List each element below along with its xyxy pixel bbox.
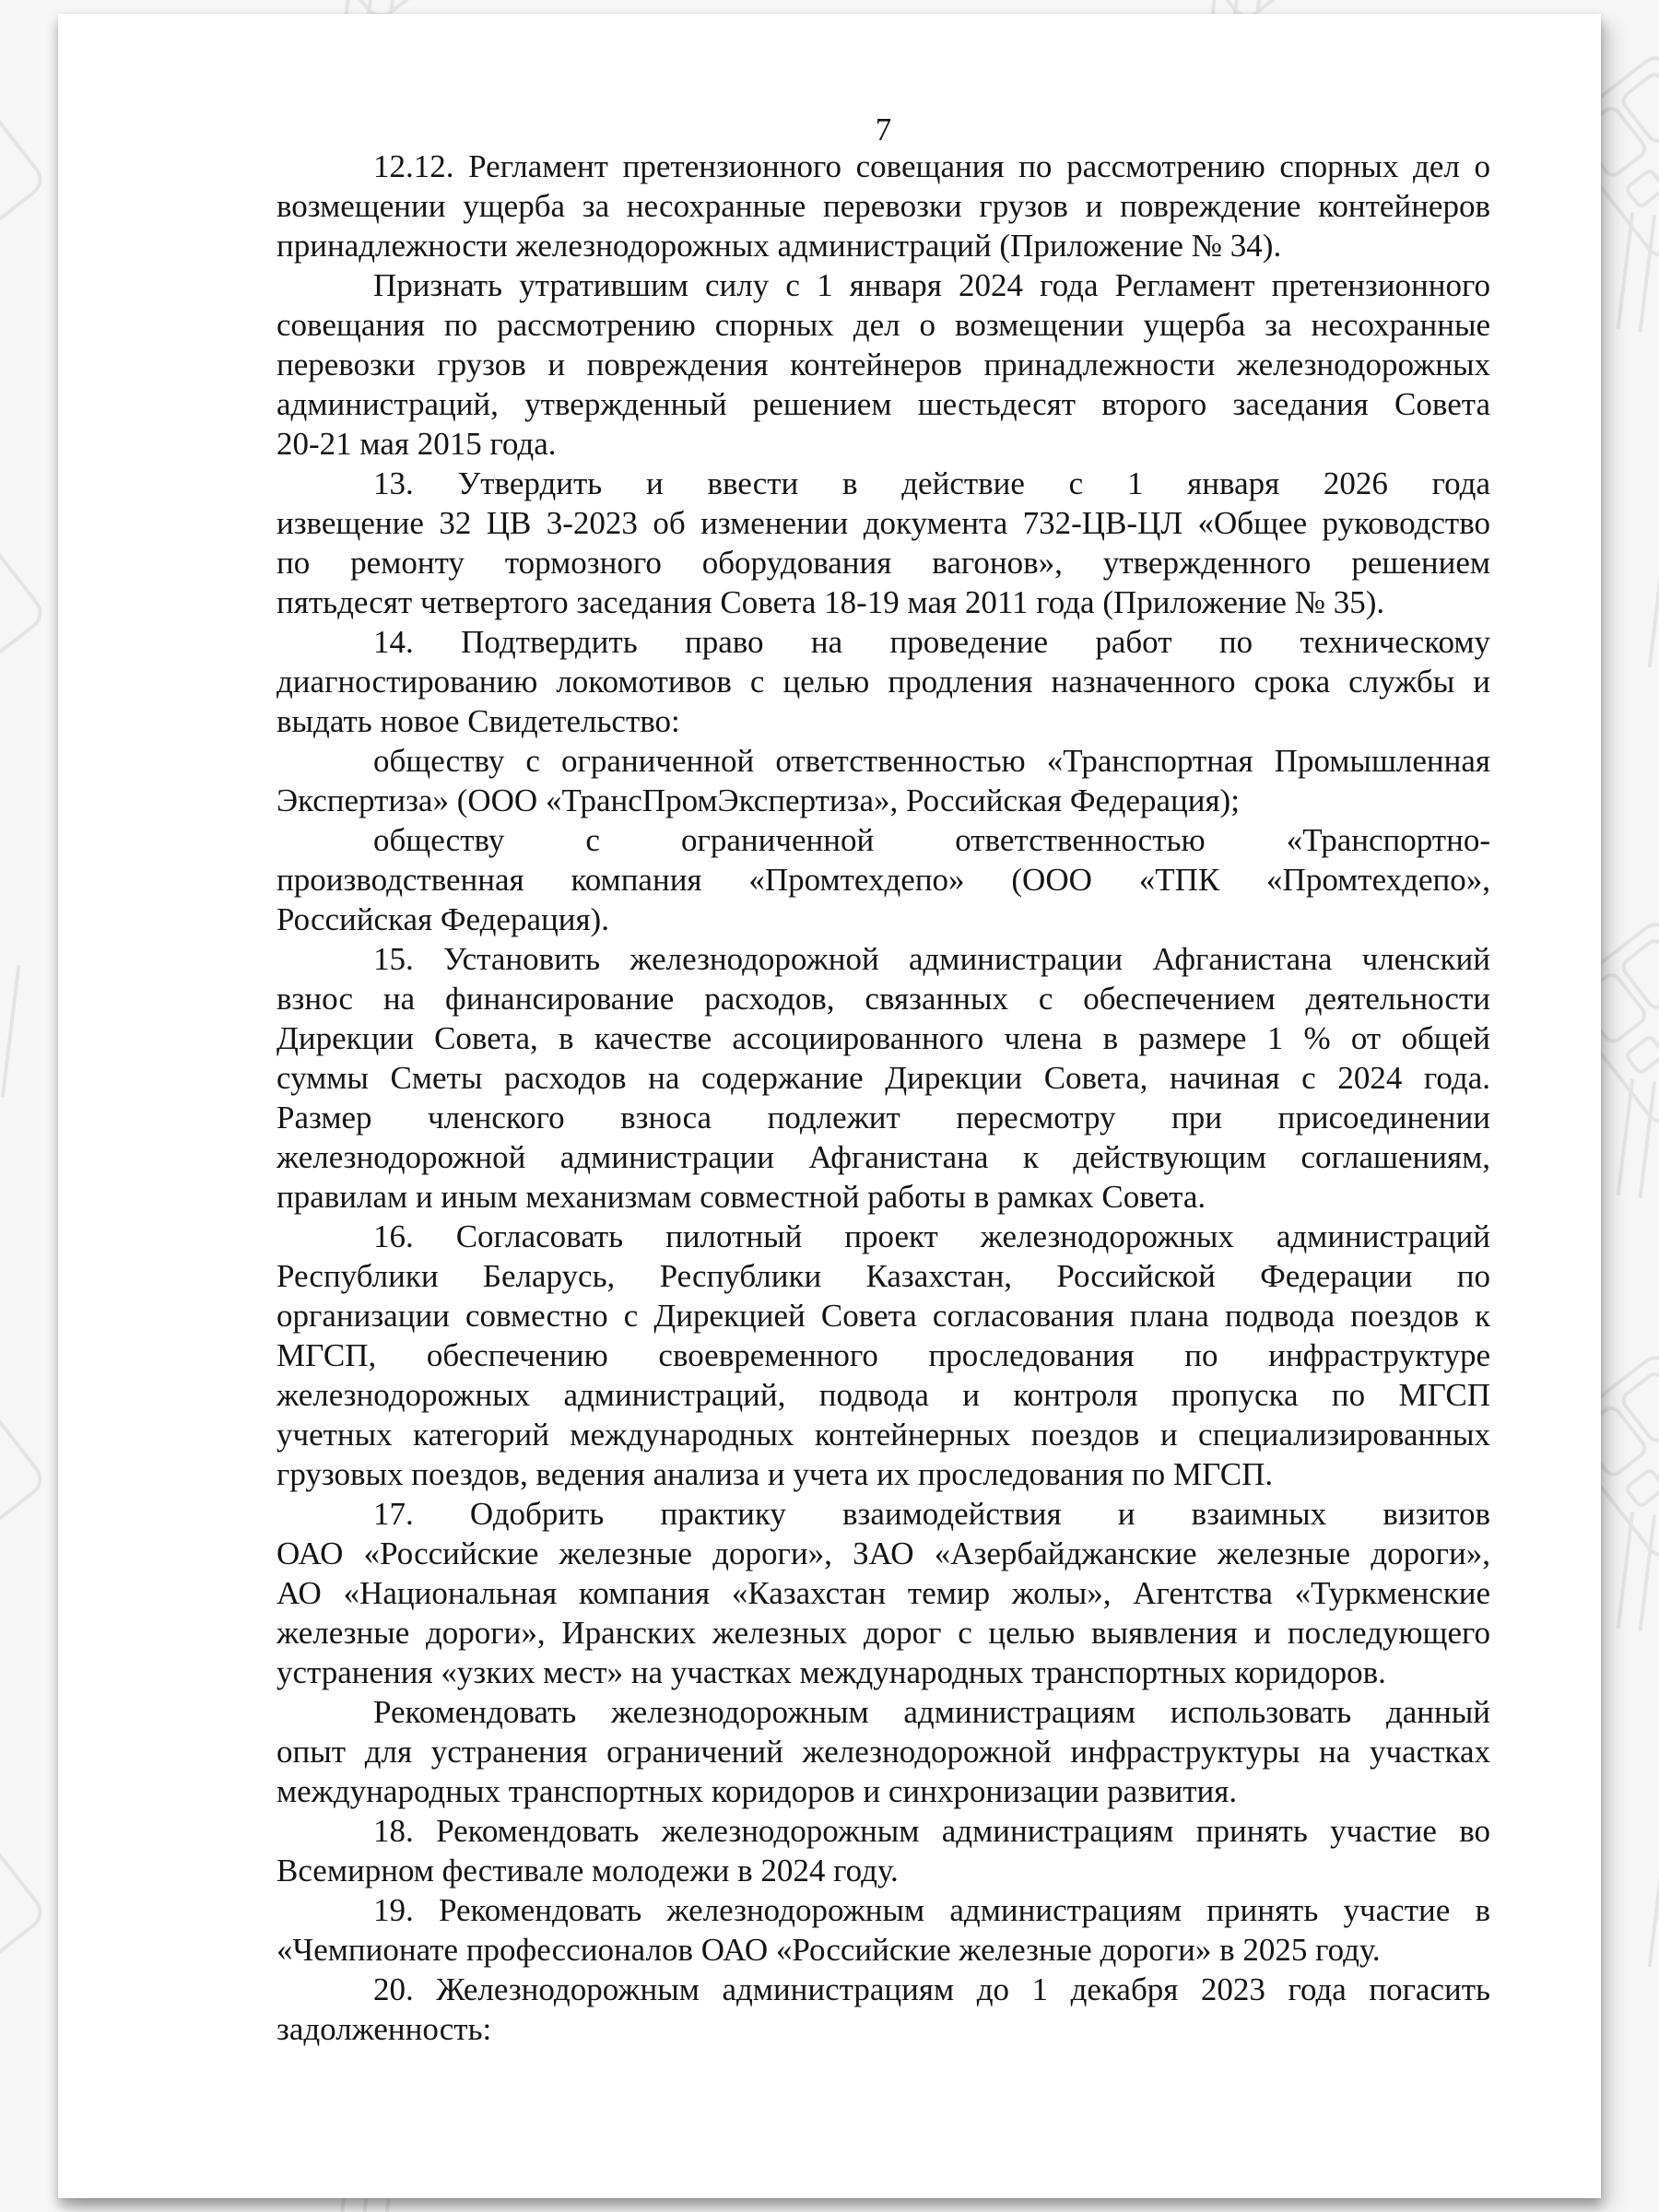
text-line: возмещении ущерба за несохранные перевозки грузов и повреждение контейнеров [276, 188, 1490, 224]
text-line: взнос на финансирование расходов, связанных с обеспечением деятельности [276, 981, 1490, 1017]
text-line: перевозки грузов и повреждения контейнеров принадлежности железнодорожных [276, 347, 1490, 382]
paragraph [276, 622, 1490, 741]
paragraph [276, 1890, 1490, 1970]
text-line: АО «Национальная компания «Казахстан темир жолы», Агентства «Туркменские [276, 1575, 1490, 1611]
text-line: по ремонту тормозного оборудования вагонов», утвержденного решением [276, 545, 1490, 581]
text-line: железные дороги», Иранских железных дорог с целью выявления и последующего [276, 1615, 1490, 1651]
text-line: 19. Рекомендовать железнодорожным администрациям принять участие в [373, 1892, 1490, 1928]
text-line: 14. Подтвердить право на проведение работ по техническому [373, 624, 1490, 660]
paragraph [276, 741, 1490, 820]
paragraph [276, 265, 1490, 464]
text-line: устранения «узких мест» на участках международных транспортных коридоров. [276, 1654, 1386, 1690]
text-line: выдать новое Свидетельство: [276, 703, 680, 739]
text-line: Дирекции Совета, в качестве ассоциированного члена в размере 1 % от общей [276, 1020, 1490, 1056]
paragraph [276, 820, 1490, 939]
text-line: МГСП, обеспечению своевременного проследования по инфраструктуре [276, 1337, 1490, 1373]
text-line: опыт для устранения ограничений железнодорожной инфраструктуры на участках [276, 1734, 1490, 1770]
text-line: извещение 32 ЦВ 3-2023 об изменении документа 732-ЦВ-ЦЛ «Общее руководство [276, 505, 1490, 541]
text-line: правилам и иным механизмам совместной работы в рамках Совета. [276, 1179, 1206, 1215]
text-line: учетных категорий международных контейнерных поездов и специализированных [276, 1417, 1490, 1453]
text-line: ОАО «Российские железные дороги», ЗАО «Азербайджанские железные дороги», [276, 1535, 1490, 1571]
text-line: организации совместно с Дирекцией Совета согласования плана подвода поездов к [276, 1298, 1490, 1334]
text-line: производственная компания «Промтехдепо» (ООО «ТПК «Промтехдепо», [276, 862, 1490, 898]
text-line: 13. Утвердить и ввести в действие с 1 января 2026 года [373, 465, 1490, 501]
paragraph [276, 147, 1490, 265]
text-line: 20-21 мая 2015 года. [276, 426, 557, 462]
text-line: Рекомендовать железнодорожным администрациям использовать данный [373, 1694, 1490, 1730]
text-line: обществу с ограниченной ответственностью «Транспортно- [373, 822, 1490, 858]
paragraph [276, 1970, 1490, 2049]
paragraph [276, 1692, 1490, 1811]
text-line: Республики Беларусь, Республики Казахстан, Российской Федерации по [276, 1258, 1490, 1294]
text-line: 15. Установить железнодорожной администрации Афганистана членский [373, 941, 1490, 977]
text-line: диагностированию локомотивов с целью продления назначенного срока службы и [276, 664, 1490, 700]
text-line: железнодорожной администрации Афганистана к действующим соглашениям, [276, 1139, 1490, 1175]
text-line: принадлежности железнодорожных администраций (Приложение № 34). [276, 228, 1282, 264]
text-line: 17. Одобрить практику взаимодействия и взаимных визитов [373, 1496, 1490, 1532]
text-line: международных транспортных коридоров и синхронизации развития. [276, 1773, 1238, 1809]
text-line: совещания по рассмотрению спорных дел о возмещении ущерба за несохранные [276, 307, 1490, 343]
text-line: Признать утратившим силу с 1 января 2024 года Регламент претензионного [373, 267, 1490, 303]
text-line: железнодорожных администраций, подвода и контроля пропуска по МГСП [276, 1377, 1490, 1413]
paragraph [276, 464, 1490, 622]
paragraph [276, 939, 1490, 1217]
text-line: Размер членского взноса подлежит пересмотру при присоединении [276, 1100, 1490, 1135]
text-line: 12.12. Регламент претензионного совещания по рассмотрению спорных дел о [373, 148, 1490, 184]
paragraph [276, 1217, 1490, 1494]
text-line: 20. Железнодорожным администрациям до 1 декабря 2023 года погасить [373, 1971, 1490, 2007]
text-line: пятьдесят четвертого заседания Совета 18-19 мая 2011 года (Приложение № 35). [276, 584, 1385, 620]
paragraph [276, 1811, 1490, 1890]
text-line: 16. Согласовать пилотный проект железнодорожных администраций [373, 1218, 1490, 1254]
document-body [276, 147, 1490, 2049]
text-line: суммы Сметы расходов на содержание Дирекции Совета, начиная с 2024 года. [276, 1060, 1490, 1096]
text-line: задолженность: [276, 2011, 492, 2047]
text-line: Экспертиза» (ООО «ТрансПромЭкспертиза», Российская Федерация); [276, 782, 1240, 818]
text-line: грузовых поездов, ведения анализа и учета их проследования по МГСП. [276, 1456, 1274, 1492]
text-line: обществу с ограниченной ответственностью «Транспортная Промышленная [373, 743, 1490, 779]
text-line: Всемирном фестивале молодежи в 2024 году. [276, 1853, 899, 1888]
text-line: «Чемпионате профессионалов ОАО «Российские железные дороги» в 2025 году. [276, 1932, 1381, 1968]
text-line: администраций, утвержденный решением шестьдесят второго заседания Совета [276, 386, 1490, 422]
text-line: 18. Рекомендовать железнодорожным администрациям принять участие во [373, 1813, 1490, 1849]
page-number: 7 [875, 112, 892, 147]
text-line: Российская Федерация). [276, 901, 609, 937]
document-page [58, 14, 1601, 2198]
paragraph [276, 1494, 1490, 1692]
